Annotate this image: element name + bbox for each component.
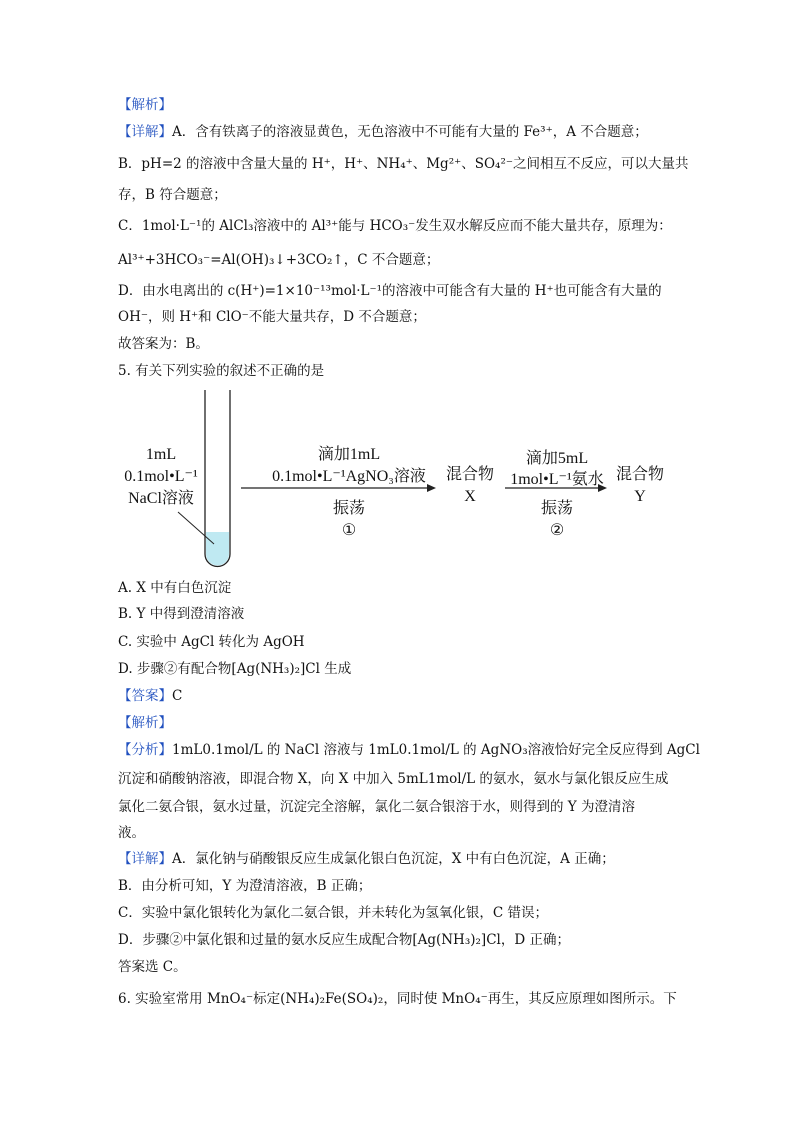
answer-heading: 【答案】: [118, 688, 172, 704]
answer-line-c: 答案选 C。: [118, 959, 187, 975]
fenxi-heading: 【分析】: [118, 742, 172, 758]
mixture-y-label: 混合物: [615, 466, 664, 483]
analysis-heading: 【解析】: [118, 97, 172, 113]
detail-5a-line: [118, 850, 615, 868]
option-c: C. 实验中 AgCl 转化为 AgOH: [118, 634, 305, 650]
detail-a-text: A．含有铁离子的溶液显黄色，无色溶液中不可能有大量的 Fe³⁺，A 不合题意；: [172, 124, 648, 140]
mixture-x-label: 混合物: [445, 466, 494, 483]
answer-row: [118, 687, 182, 705]
detail-b-line-2: 存，B 符合题意；: [118, 187, 227, 203]
answer-line-b: 故答案为：B。: [118, 336, 209, 352]
mixture-x-letter: X: [464, 488, 476, 505]
left-volume-label: 1mL: [145, 446, 177, 463]
detail-d-line-1: D．由水电离出的 c(H⁺)=1×10⁻¹³mol·L⁻¹的溶液中可能含有大量的 H⁺也可能含有大量的: [118, 283, 662, 299]
arrow-1-reagent: 0.1mol•L⁻¹AgNO₃溶液: [272, 468, 426, 485]
fenxi-line-1: [118, 741, 700, 759]
detail-a-line: [118, 123, 648, 141]
mixture-y-letter: Y: [634, 488, 646, 505]
tube-liquid: [206, 532, 229, 566]
experiment-diagram: [118, 386, 678, 582]
option-b: B. Y 中得到澄清溶液: [118, 606, 245, 622]
arrow-2-reagent: 1mol•L⁻¹氨水: [510, 471, 604, 488]
fenxi-line-2: 沉淀和硝酸钠溶液，即混合物 X，向 X 中加入 5mL1mol/L 的氨水，氨水与氯化银反应生成: [118, 771, 669, 787]
detail-5a-text: A．氯化钠与硝酸银反应生成氯化银白色沉淀，X 中有白色沉淀，A 正确；: [172, 851, 615, 867]
fenxi-text-1: 1mL0.1mol/L 的 NaCl 溶液与 1mL0.1mol/L 的 AgNO₃溶液恰好完全反应得到 AgCl: [172, 742, 700, 758]
arrow-1-step-number: ①: [341, 522, 357, 539]
answer-value: C: [172, 688, 183, 704]
left-solution-label: NaCl溶液: [128, 490, 194, 507]
detail-b-line-1: B．pH=2 的溶液中含量大量的 H⁺，H⁺、NH₄⁺、Mg²⁺、SO₄²⁻之间相互不反应，可以大量共: [118, 156, 689, 172]
detail-5d-line: D．步骤②中氯化银和过量的氨水反应生成配合物[Ag(NH₃)₂]Cl，D 正确；: [118, 932, 570, 948]
detail-d-line-2: OH⁻，则 H⁺和 ClO⁻不能大量共存，D 不合题意；: [118, 309, 426, 325]
fenxi-line-4: 液。: [118, 825, 145, 841]
option-a: A. X 中有白色沉淀: [118, 580, 232, 596]
label-pointer-line: [178, 512, 214, 544]
left-concentration-label: 0.1mol•L⁻¹: [124, 468, 198, 485]
arrow-2-reagent-volume: 滴加5mL: [525, 450, 589, 467]
analysis-heading-2: 【解析】: [118, 715, 172, 731]
arrow-2-step-number: ②: [549, 522, 565, 539]
question-6-stem: 6. 实验室常用 MnO₄⁻标定(NH₄)₂Fe(SO₄)₂，同时使 MnO₄⁻再生，其反应原理如图所示。下: [118, 991, 677, 1007]
arrow-1-reagent-volume: 滴加1mL: [317, 446, 381, 463]
detail-c-line-2: Al³⁺+3HCO₃⁻=Al(OH)₃↓+3CO₂↑，C 不合题意；: [118, 252, 440, 268]
detail-5b-line: B．由分析可知，Y 为澄清溶液，B 正确；: [118, 878, 372, 894]
detail-heading: 【详解】: [118, 124, 172, 140]
detail-5c-line: C．实验中氯化银转化为氯化二氨合银，并未转化为氢氧化银，C 错误；: [118, 905, 548, 921]
detail-c-line-1: C．1mol·L⁻¹的 AlCl₃溶液中的 Al³⁺能与 HCO₃⁻发生双水解反应而不能大量共存，原理为：: [118, 218, 672, 234]
question-5-stem: 5. 有关下列实验的叙述不正确的是: [118, 363, 325, 379]
arrow-1-shake: 振荡: [332, 500, 365, 517]
option-d: D. 步骤②有配合物[Ag(NH₃)₂]Cl 生成: [118, 661, 352, 677]
fenxi-line-3: 氯化二氨合银，氨水过量，沉淀完全溶解，氯化二氨合银溶于水，则得到的 Y 为澄清溶: [118, 799, 635, 815]
arrow-2-shake: 振荡: [540, 500, 573, 517]
detail-heading-2: 【详解】: [118, 851, 172, 867]
